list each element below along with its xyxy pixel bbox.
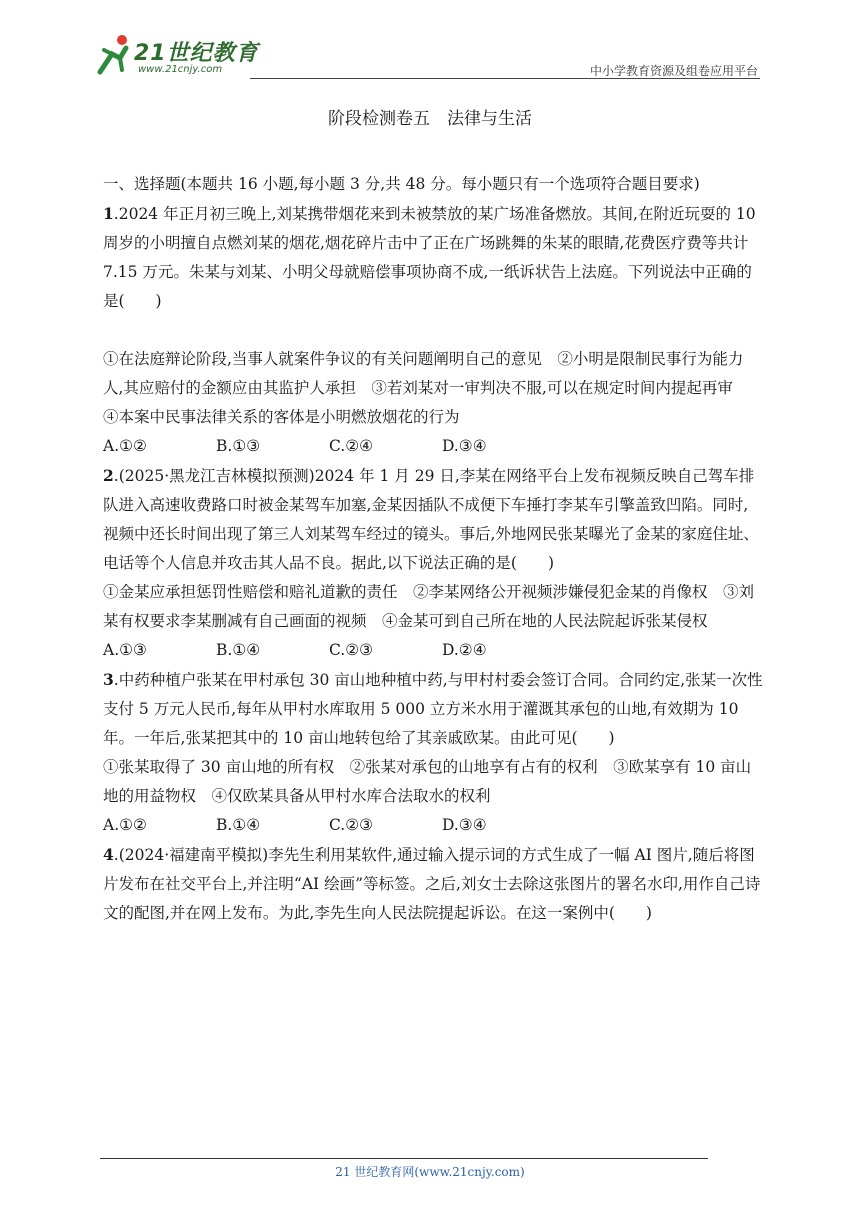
exam-content: [103, 170, 763, 928]
question-number: 1: [103, 204, 114, 223]
option-c[interactable]: C.②③: [329, 641, 374, 659]
question-number: 3: [103, 670, 114, 689]
question-stem: .(2025·黑龙江吉林模拟预测)2024 年 1 月 29 日,李某在网络平台上发布视频反映自己驾车排队进入高速收费路口时被金某驾车加塞,金某因插队不成便下车捶打李某车引擎盖致凹陷。同时,视频中还长时间出现了第三人刘某驾车经过的镜头。事后,外地网民张某曝光了金某的家庭住址、电话等个人信息并攻击其人品不良。据此,以下说法正确的是( ): [103, 467, 759, 572]
question-number: 2: [103, 466, 114, 485]
page-header: [90, 30, 760, 80]
question-1: [103, 199, 763, 316]
logo-text: 21世纪教育: [134, 41, 259, 66]
footer-link[interactable]: 21 世纪教育网(www.21cnjy.com): [335, 1165, 525, 1179]
options-row: [103, 432, 763, 461]
question-stem: .(2024·福建南平模拟)李先生利用某软件,通过输入提示词的方式生成了一幅 AI 图片,随后将图片发布在社交平台上,并注明“AI 绘画”等标签。之后,刘女士去除这张图片的署名水印,用作自己诗文的配图,并在网上发布。为此,李先生向人民法院提起诉讼。在这一案例中( ): [103, 846, 761, 922]
question-stem: .中药种植户张某在甲村承包 30 亩山地种植中药,与甲村村委会签订合同。合同约定,张某一次性支付 5 万元人民币,每年从甲村水库取用 5 000 立方米水用于灌溉其承包的山地,有效期为 10 年。一年后,张某把其中的 10 亩山地转包给了其亲戚欧某。由此可见( ): [103, 671, 763, 747]
page-title: 阶段检测卷五 法律与生活: [328, 109, 532, 129]
runner-logo-icon: [92, 32, 136, 76]
options-row: [103, 636, 763, 665]
question-3: [103, 665, 763, 753]
option-b[interactable]: B.①③: [216, 437, 261, 455]
option-d[interactable]: D.③④: [442, 437, 487, 455]
option-d[interactable]: D.③④: [442, 816, 487, 834]
question-2: [103, 461, 763, 578]
footer-divider: [100, 1158, 708, 1159]
question-items: ①张某取得了 30 亩山地的所有权 ②张某对承包的山地享有占有的权利 ③欧某享有 10 亩山地的用益物权 ④仅欧某具备从甲村水库合法取水的权利: [103, 758, 752, 805]
question-items: ①在法庭辩论阶段,当事人就案件争议的有关问题阐明自己的意见 ②小明是限制民事行为能力人,其应赔付的金额应由其监护人承担 ③若刘某对一审判决不服,可以在规定时间内提起再审: [103, 350, 744, 397]
logo-url: www.21cnjy.com: [138, 64, 223, 75]
option-b[interactable]: B.①④: [216, 641, 261, 659]
option-a[interactable]: A.①②: [103, 437, 147, 455]
option-a[interactable]: A.①②: [103, 816, 147, 834]
platform-name: 中小学教育资源及组卷应用平台: [589, 64, 758, 78]
option-c[interactable]: C.②③: [329, 816, 374, 834]
header-divider: [250, 78, 760, 79]
logo: [90, 30, 260, 80]
question-items-extra: ④本案中民事法律关系的客体是小明燃放烟花的行为: [103, 408, 460, 426]
option-b[interactable]: B.①④: [216, 816, 261, 834]
options-row: [103, 811, 763, 840]
section-heading: 一、选择题(本题共 16 小题,每小题 3 分,共 48 分。每小题只有一个选项符合题目要求): [103, 175, 700, 193]
option-c[interactable]: C.②④: [329, 437, 374, 455]
question-items: ①金某应承担惩罚性赔偿和赔礼道歉的责任 ②李某网络公开视频涉嫌侵犯金某的肖像权 ③刘某有权要求李某删减有自己画面的视频 ④金某可到自己所在地的人民法院起诉张某侵权: [103, 583, 755, 630]
option-a[interactable]: A.①③: [103, 641, 147, 659]
option-d[interactable]: D.②④: [442, 641, 487, 659]
question-number: 4: [103, 845, 114, 864]
question-stem: .2024 年正月初三晚上,刘某携带烟花来到未被禁放的某广场准备燃放。其间,在附近玩耍的 10 周岁的小明擅自点燃刘某的烟花,烟花碎片击中了正在广场跳舞的朱某的眼睛,花费医疗费等共计 7.15 万元。朱某与刘某、小明父母就赔偿事项协商不成,一纸诉状告上法庭。下列说法中正确的是( ): [103, 205, 756, 310]
question-4: [103, 840, 763, 928]
